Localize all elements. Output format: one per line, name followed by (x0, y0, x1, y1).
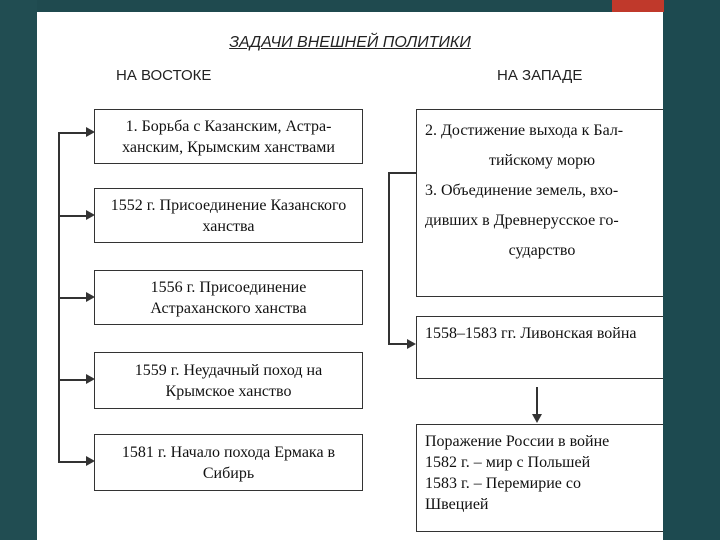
slide-canvas (37, 12, 663, 540)
west-connector-top (388, 172, 416, 174)
west-tasks-line2: тийскому морю (488, 152, 596, 169)
slide-frame-right (663, 0, 720, 540)
east-box-yermak (94, 434, 363, 491)
west-tasks-line3: 3. Объединение земель, вхо- (425, 182, 619, 199)
west-down-line (536, 387, 538, 415)
west-connector-vertical (388, 172, 390, 344)
west-box-tasks (416, 109, 663, 297)
east-box-kazan-text: 1552 г. Присоединение Казанского ханства (110, 196, 347, 235)
west-heading: НА ЗАПАДЕ (497, 67, 583, 84)
east-box-struggle (94, 109, 363, 164)
east-box-yermak-text: 1581 г. Начало похода Ермака в Сибирь (121, 443, 336, 482)
west-box-result (416, 424, 663, 532)
west-result-line4: Швецией (425, 496, 489, 513)
west-box-war (416, 316, 663, 379)
east-box-kazan (94, 188, 363, 243)
west-tasks-line5: сударство (508, 242, 576, 259)
west-war-text: 1558–1583 гг. Ливонская война (425, 325, 637, 342)
west-tasks-line1: 2. Достижение выхода к Бал- (425, 122, 624, 139)
slide-frame-left (0, 0, 37, 540)
west-arrow-war (407, 339, 416, 349)
west-connector-bottom (388, 343, 409, 345)
east-box-astrakhan (94, 270, 363, 325)
east-box-astrakhan-text: 1556 г. Присоединение Астраханского ханства (150, 278, 307, 317)
west-result-line2: 1582 г. – мир с Польшей (425, 454, 591, 471)
west-tasks-line4: дивших в Древнерусское го- (425, 212, 619, 229)
west-down-arrow (532, 414, 542, 423)
east-box-crimea-text: 1559 г. Неудачный поход на Крымское ханство (134, 361, 323, 400)
diagram-title: ЗАДАЧИ ВНЕШНЕЙ ПОЛИТИКИ (229, 34, 471, 51)
accent-bar (612, 0, 664, 12)
west-result-line3: 1583 г. – Перемирие со (425, 475, 581, 492)
east-box-struggle-text: 1. Борьба с Казанским, Астра-ханским, Крымским ханствами (122, 117, 335, 156)
east-box-crimea (94, 352, 363, 409)
east-heading: НА ВОСТОКЕ (116, 67, 212, 84)
west-result-line1: Поражение России в войне (425, 433, 610, 450)
